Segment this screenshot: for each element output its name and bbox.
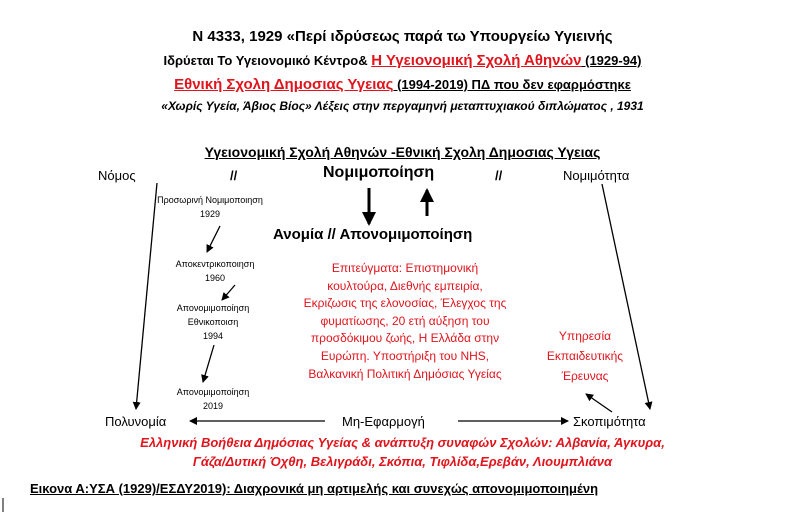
header-line-1: Ν 4333, 1929 «Περί ιδρύσεως παρά τω Υπουργείω Υγιεινής <box>192 28 613 45</box>
arrow-to-services <box>586 394 612 412</box>
node-nomos: Νόμος <box>98 168 136 183</box>
achievements-line-4: φυματίωσης, 20 ετή αύξηση του <box>320 313 490 328</box>
timeline-step-4-label: Απονομιμοποίηση <box>176 387 250 397</box>
achievements-line-3: Εκριζωσις της ελονοσίας, Έλεγχος της <box>303 296 507 311</box>
node-skopimotita: Σκοπιμότητα <box>573 414 646 429</box>
header-line-3-suffix: (1994-2019) ΠΔ που δεν εφαρμόστηκε <box>393 77 631 92</box>
school-name-national: Εθνική Σχολη Δημοσιας Υγειας <box>174 76 394 93</box>
timeline-step-1-year: 1929 <box>199 209 221 219</box>
timeline-step-4-year: 2019 <box>202 401 224 411</box>
node-anomia-aponomimopoiisi: Ανομία // Απονομιμοποίηση <box>273 226 473 243</box>
services-line-1: Υπηρεσία <box>558 329 612 343</box>
arrow-nomimotita-to-skopimotita <box>602 184 650 409</box>
node-nomimopoiisi: Νομιμοποίηση <box>323 164 435 181</box>
aid-schools-line-2: Γάζα/Δυτική Όχθη, Βελιγράδι, Σκόπια, Τιφλίδα,Ερεβάν, Λιουμπλιάνα <box>192 454 613 469</box>
timeline-step-3-sub: Εθνικοποιση <box>187 317 239 327</box>
separator-2: // <box>495 168 503 183</box>
arrow-timeline-1-2 <box>207 226 220 252</box>
achievements-line-1: Επιτεύγματα: Επιστημονική <box>331 261 479 275</box>
achievements-line-7: Βαλκανική Πολιτική Δημόσιας Υγείας <box>308 366 502 381</box>
timeline-step-1-label: Προσωρινή Νομιμοποιηση <box>157 195 263 205</box>
arrow-timeline-2-3 <box>222 285 235 300</box>
services-line-2: Εκπαιδευτικής <box>546 349 624 363</box>
timeline-step-3-label: Απονομιμοποίηση <box>176 303 250 313</box>
services-line-3: Έρευνας <box>561 369 609 383</box>
node-nomimotita: Νομιμότητα <box>563 168 630 183</box>
figure-caption: Εικονα Α:ΥΣΑ (1929)/ΕΣΔΥ2019): Διαχρονικά μη αρτιμελής και συνεχώς απονομιμοποιημένη <box>30 481 599 496</box>
timeline-step-3-year: 1994 <box>202 331 224 341</box>
header-line-2-years: (1929-94) <box>581 53 642 68</box>
timeline-step-2-year: 1960 <box>204 273 226 283</box>
header-line-4: «Χωρίς Υγεία, Άβιος Βίος» Λέξεις στην περγαμηνή μεταπτυχιακού διπλώματος , 1931 <box>161 99 644 113</box>
achievements-line-2: κουλτούρα, Διεθνής εμπειρία, <box>327 278 483 293</box>
achievements-line-6: Ευρώπη. Υποστήριξη του NHS, <box>320 348 490 363</box>
separator-1: // <box>230 168 238 183</box>
header-line-2-prefix: Ιδρύεται Το Υγειονομικό Κέντρο& <box>163 53 372 68</box>
school-name-athens: Η Υγειονομική Σχολή Αθηνών <box>371 52 582 69</box>
timeline-step-2-label: Αποκεντρικοποιηση <box>175 259 255 269</box>
arrow-nomos-to-polynomia <box>136 183 157 409</box>
aid-schools-line-1: Ελληνική Βοήθεια Δημόσιας Υγείας & ανάπτυξη συναφών Σχολών: Αλβανία, Άγκυρα, <box>140 435 665 450</box>
node-mi-efarmogi: Μη-Εφαρμογή <box>342 414 425 429</box>
node-polynomia: Πολυνομία <box>105 414 167 429</box>
diagram-title: Υγειονομική Σχολή Αθηνών -Εθνική Σχολη Δημοσιας Υγειας <box>204 144 601 160</box>
achievements-line-5: προσδόκιμου ζωής, Η Ελλάδα στην <box>310 331 500 346</box>
arrow-timeline-3-4 <box>203 345 214 382</box>
